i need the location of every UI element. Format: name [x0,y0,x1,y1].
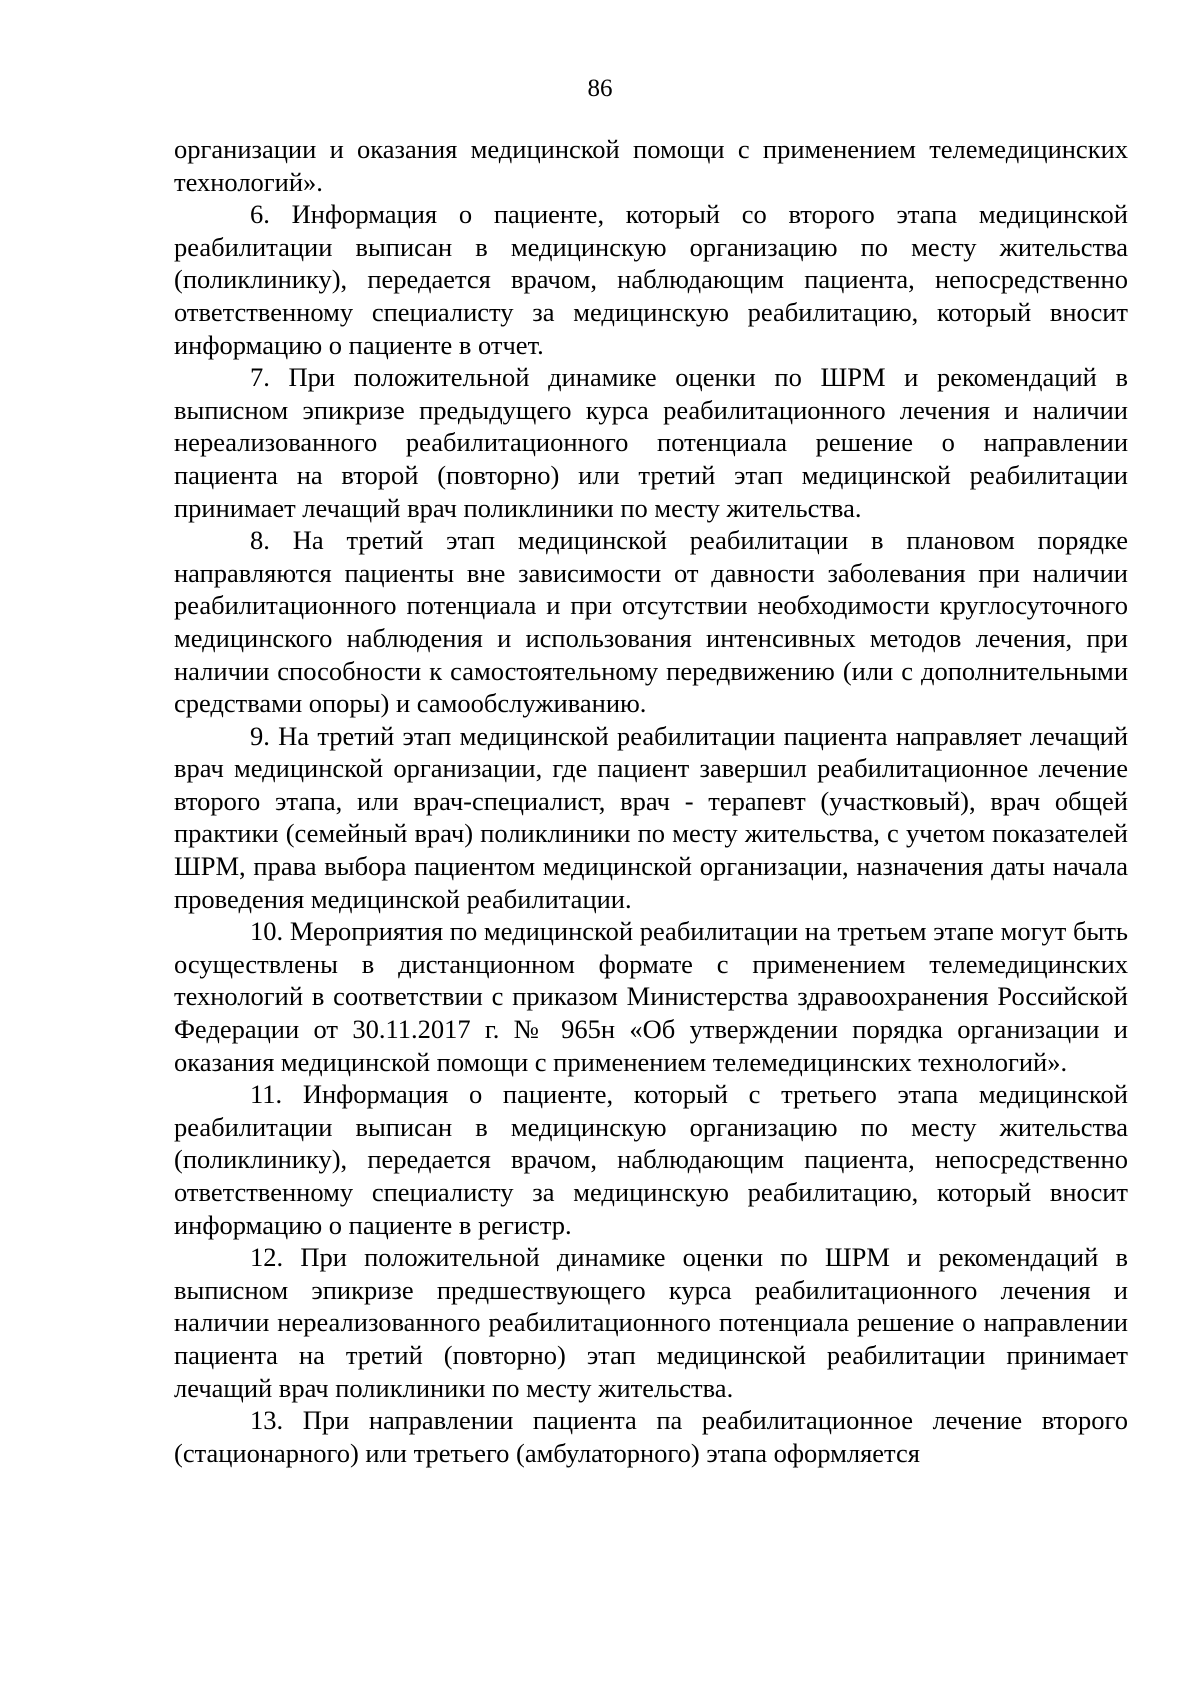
paragraph-continuation: организации и оказания медицинской помощи с применением телемедицинских технологий». [174,134,1128,197]
paragraph-13: 13. При направлении пациента па реабилитационное лечение второго (стационарного) или третьего (амбулаторного) этапа оформляется [174,1405,1128,1468]
paragraph-7: 7. При положительной динамике оценки по ШРМ и рекомендаций в выписном эпикризе предыдущего курса реабилитационного лечения и наличии нереализованного реабилитационного потенциала решение о направлении пациента на второй (повторно) или третий этап медицинской реабилитации принимает лечащий врач поликлиники по месту жительства. [174,362,1128,523]
paragraph-12: 12. При положительной динамике оценки по ШРМ и рекомендаций в выписном эпикризе предшествующего курса реабилитационного лечения и наличии нереализованного реабилитационного потенциала решение о направлении пациента на третий (повторно) этап медицинской реабилитации принимает лечащий врач поликлиники по месту жительства. [174,1242,1128,1403]
paragraph-10: 10. Мероприятия по медицинской реабилитации на третьем этапе могут быть осуществлены в дистанционном формате с применением телемедицинских технологий в соответствии с приказом Министерства здравоохранения Российской Федерации от 30.11.2017 г. № 965н «Об утверждении порядка организации и оказания медицинской помощи с применением телемедицинских технологий». [174,916,1128,1077]
paragraph-6: 6. Информация о пациенте, который со второго этапа медицинской реабилитации выписан в медицинскую организацию по месту жительства (поликлинику), передается врачом, наблюдающим пациента, непосредственно ответственному специалисту за медицинскую реабилитацию, который вносит информацию о пациенте в отчет. [174,199,1128,360]
paragraph-9: 9. На третий этап медицинской реабилитации пациента направляет лечащий врач медицинской организации, где пациент завершил реабилитационное лечение второго этапа, или врач-специалист, врач - терапевт (участковый), врач общей практики (семейный врач) поликлиники по месту жительства, с учетом показателей ШРМ, права выбора пациентом медицинской организации, назначения даты начала проведения медицинской реабилитации. [174,720,1128,914]
paragraph-11: 11. Информация о пациенте, который с третьего этапа медицинской реабилитации выписан в медицинскую организацию по месту жительства (поликлинику), передается врачом, наблюдающим пациента, непосредственно ответственному специалисту за медицинскую реабилитацию, который вносит информацию о пациенте в регистр. [174,1079,1128,1240]
document-body [174,133,1128,1469]
paragraph-8: 8. На третий этап медицинской реабилитации в плановом порядке направляются пациенты вне зависимости от давности заболевания при наличии реабилитационного потенциала и при отсутствии необходимости круглосуточного медицинского наблюдения и использования интенсивных методов лечения, при наличии способности к самостоятельному передвижению (или с дополнительными средствами опоры) и самообслуживанию. [174,525,1128,719]
page-number: 86 [587,75,613,102]
